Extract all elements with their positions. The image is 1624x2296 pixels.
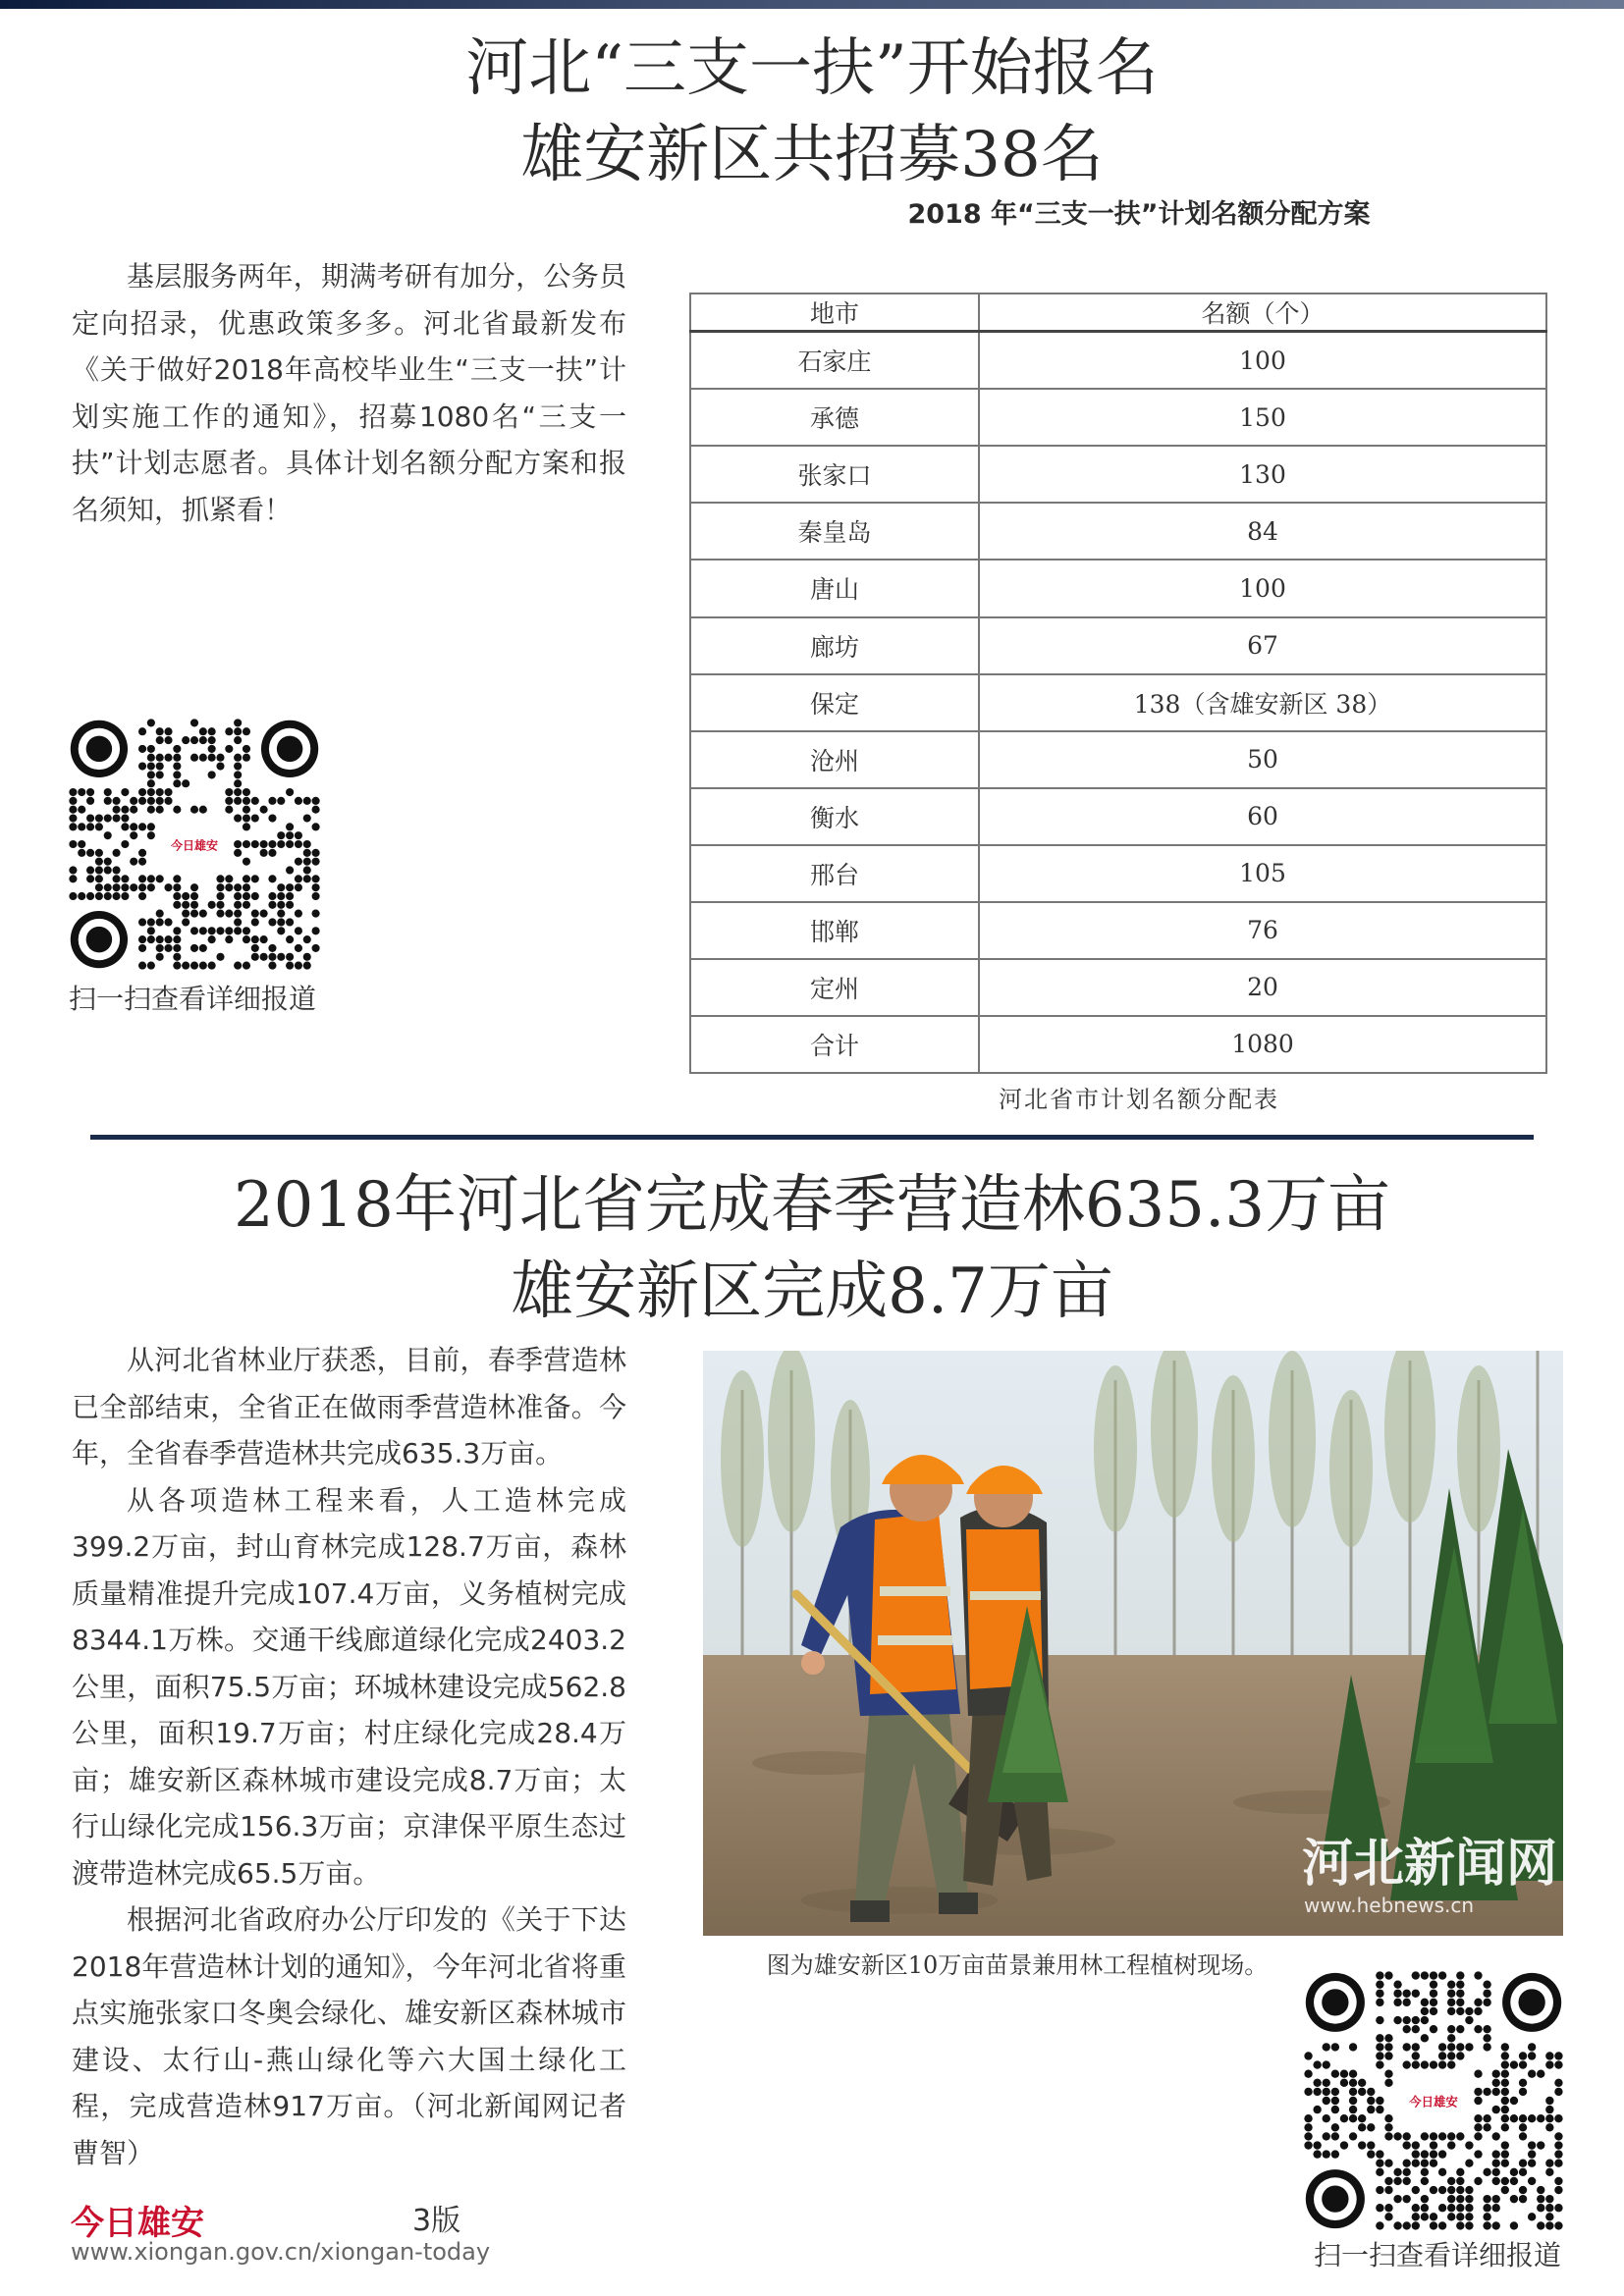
quota-table-row [690, 332, 1546, 390]
quota-cell-count: 20 [979, 959, 1546, 1016]
quota-cell-city: 廊坊 [690, 617, 979, 674]
quota-table-body [690, 332, 1546, 1074]
quota-cell-count: 1080 [979, 1016, 1546, 1073]
photo-watermark: 河北新闻网 [1302, 1834, 1558, 1894]
qr-code-1-caption: 扫一扫查看详细报道 [69, 983, 317, 1015]
quota-table-row [690, 845, 1546, 902]
quota-header-city: 地市 [690, 294, 979, 332]
quota-cell-count: 60 [979, 788, 1546, 845]
article2-headline-line2: 雄安新区完成8.7万亩 [511, 1255, 1113, 1328]
quota-table [689, 293, 1547, 1074]
quota-cell-count: 50 [979, 731, 1546, 788]
article2-headline-line1: 2018年河北省完成春季营造林635.3万亩 [233, 1169, 1391, 1242]
quota-cell-city: 定州 [690, 959, 979, 1016]
footer-url-link[interactable]: www.xiongan.gov.cn/xiongan-today [71, 2238, 491, 2266]
article2-headline [0, 1162, 1624, 1335]
qr-code-1[interactable] [69, 719, 320, 970]
quota-table-row [690, 389, 1546, 446]
quota-cell-count: 150 [979, 389, 1546, 446]
quota-cell-count: 138（含雄安新区 38） [979, 674, 1546, 731]
quota-table-header-row [690, 294, 1546, 332]
quota-table-title: 2018 年“三支一扶”计划名额分配方案 [907, 199, 1371, 230]
quota-cell-city: 唐山 [690, 560, 979, 616]
tree-planting-photo-image [703, 1351, 1563, 1936]
quota-table-caption: 河北省市计划名额分配表 [999, 1086, 1279, 1113]
photo-watermark-url: www.hebnews.cn [1304, 1894, 1475, 1917]
quota-cell-count: 67 [979, 617, 1546, 674]
quota-cell-city: 保定 [690, 674, 979, 731]
quota-cell-count: 76 [979, 902, 1546, 959]
quota-table-row [690, 674, 1546, 731]
quota-table-row [690, 446, 1546, 503]
article2-paragraph-3: 根据河北省政府办公厅印发的《关于下达2018年营造林计划的通知》，今年河北省将重点实施张家口冬奥会绿化、雄安新区森林城市建设、太行山-燕山绿化等六大国土绿化工程，完成营造林917万亩。（河北新闻网记者 曹智） [72, 1903, 626, 2169]
tree-planting-photo [703, 1351, 1563, 1936]
qr-code-2-caption: 扫一扫查看详细报道 [1314, 2239, 1562, 2271]
footer-page-number: 3版 [412, 2204, 461, 2238]
quota-cell-count: 100 [979, 332, 1546, 390]
quota-table-row [690, 503, 1546, 560]
quota-table-row [690, 902, 1546, 959]
quota-table-row [690, 788, 1546, 845]
quota-cell-count: 105 [979, 845, 1546, 902]
quota-table-row [690, 731, 1546, 788]
quota-table-row [690, 1016, 1546, 1073]
quota-cell-count: 130 [979, 446, 1546, 503]
quota-cell-city: 秦皇岛 [690, 503, 979, 560]
photo-caption: 图为雄安新区10万亩苗景兼用林工程植树现场。 [766, 1951, 1269, 1979]
quota-cell-count: 100 [979, 560, 1546, 616]
article1-headline-line2: 雄安新区共招募38名 [520, 119, 1104, 191]
quota-table-row [690, 617, 1546, 674]
qr-logo-label: 今日雄安 [170, 838, 219, 853]
article1-intro-paragraph: 基层服务两年，期满考研有加分，公务员定向招录，优惠政策多多。河北省最新发布《关于做好2018年高校毕业生“三支一扶”计划实施工作的通知》，招募1080名“三支一扶”计划志愿者。具体计划名额分配方案和报名须知，抓紧看！ [72, 260, 626, 526]
article1-headline [0, 26, 1624, 198]
quota-cell-city: 邢台 [690, 845, 979, 902]
quota-cell-count: 84 [979, 503, 1546, 560]
quota-cell-city: 石家庄 [690, 332, 979, 390]
quota-cell-city: 沧州 [690, 731, 979, 788]
quota-table-row [690, 560, 1546, 616]
quota-cell-city: 承德 [690, 389, 979, 446]
section-divider [90, 1135, 1534, 1140]
qr-logo-label: 今日雄安 [1409, 2094, 1458, 2109]
article1-intro [72, 253, 626, 533]
quota-cell-city: 合计 [690, 1016, 979, 1073]
qr-code-2-icon [1304, 1971, 1563, 2230]
footer-brand-logo: 今日雄安 [71, 2204, 204, 2243]
quota-cell-city: 衡水 [690, 788, 979, 845]
quota-table-row [690, 959, 1546, 1016]
quota-cell-city: 张家口 [690, 446, 979, 503]
article2-body [72, 1337, 626, 2176]
quota-cell-city: 邯郸 [690, 902, 979, 959]
top-banner-stripe [0, 0, 1624, 9]
qr-code-2[interactable] [1304, 1971, 1563, 2230]
article1-headline-line1: 河北“三支一扶”开始报名 [465, 32, 1159, 105]
qr-code-1-icon [69, 719, 320, 970]
article2-paragraph-2: 从各项造林工程来看，人工造林完成399.2万亩，封山育林完成128.7万亩，森林质量精准提升完成107.4万亩，义务植树完成8344.1万株。交通干线廊道绿化完成2403.2公里，面积75.5万亩；环城林建设完成562.8公里，面积19.7万亩；村庄绿化完成28.4万亩；雄安新区森林城市建设完成8.7万亩；太行山绿化完成156.3万亩；京津保平原生态过渡带造林完成65.5万亩。 [72, 1483, 626, 1890]
article2-paragraph-1: 从河北省林业厅获悉，目前，春季营造林已全部结束，全省正在做雨季营造林准备。今年，全省春季营造林共完成635.3万亩。 [72, 1344, 626, 1469]
quota-header-count: 名额（个） [979, 294, 1546, 332]
